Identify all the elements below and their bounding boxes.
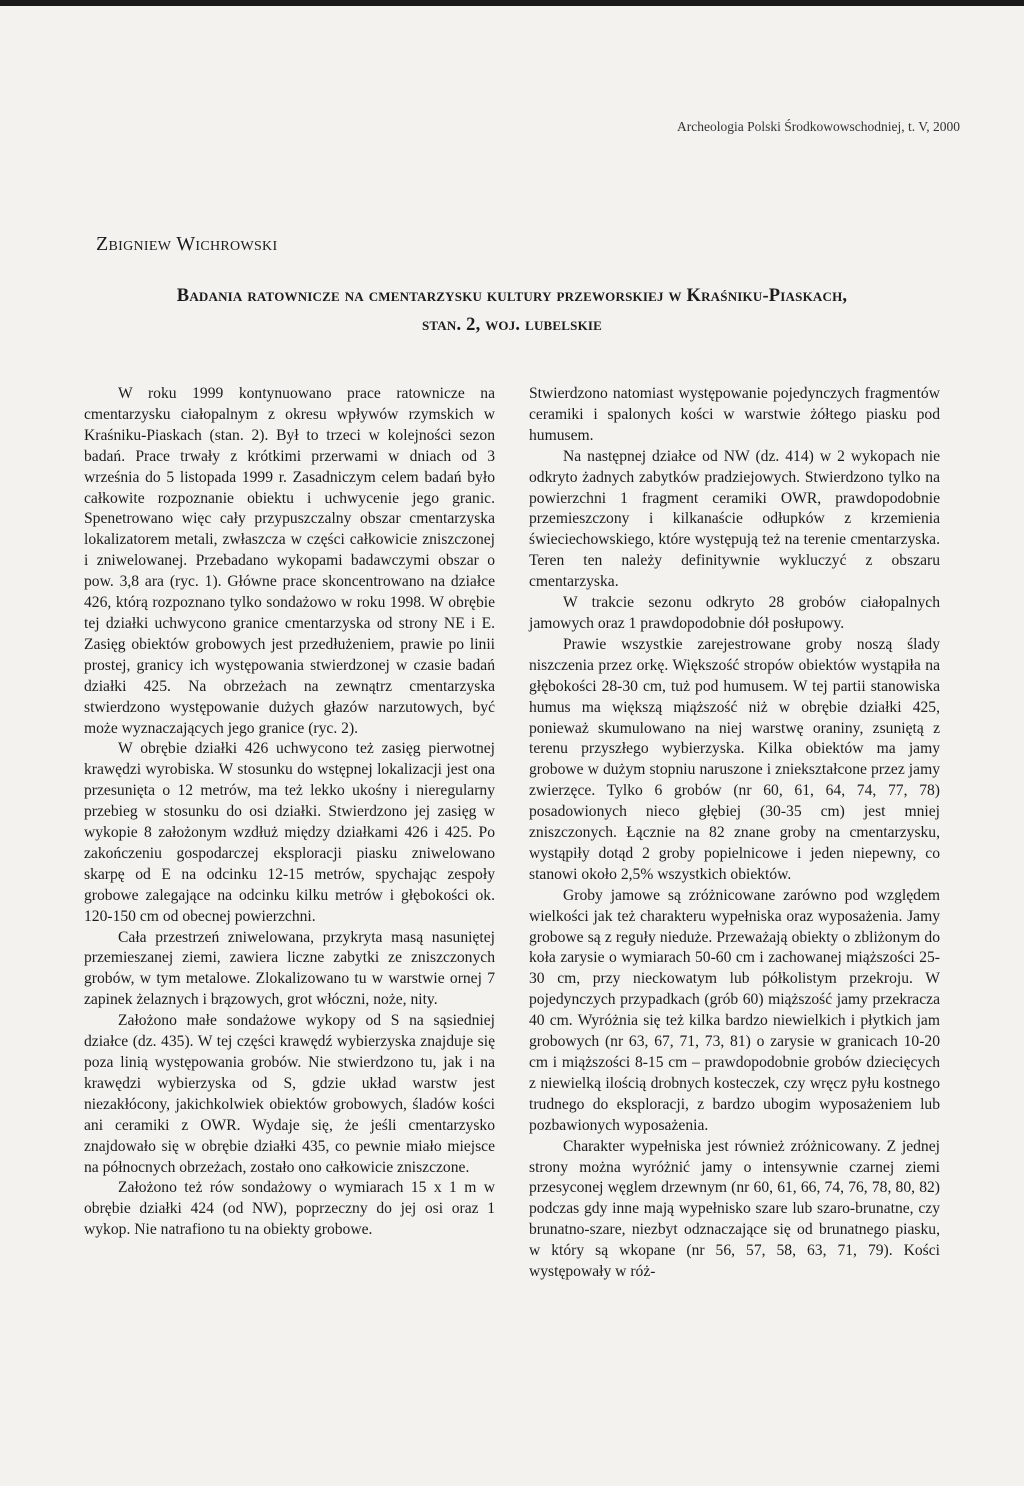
running-head: Archeologia Polski Środkowowschodniej, t. V, 2000 (677, 119, 960, 134)
paragraph: Założono małe sondażowe wykopy od S na sąsiedniej działce (dz. 435). W tej części krawędź wybierzyska znajduje się poza linią występowania grobów. Nie stwierdzono tu, jak i na krawędzi wybierzyska od S, gdzie układ warstw jest niezakłócony, jakichkolwiek obiektów grobowych, śladów kości ani ceramiki z OWR. Wydaje się, że jeśli cmentarzysko znajdowało się w obrębie działki 435, co pewnie miało miejsce na północnych obrzeżach, zostało ono całkowicie zniszczone. (84, 1012, 495, 1176)
paragraph: W trakcie sezonu odkryto 28 grobów ciałopalnych jamowych oraz 1 prawdopodobnie dół posłupowy. (529, 594, 940, 632)
paragraph: W obrębie działki 426 uchwycono też zasięg pierwotnej krawędzi wyrobiska. W stosunku do wstępnej lokalizacji jest ona przesunięta o 12 metrów, ma też lekko ukośny i nieregularny przebieg w stosunku do osi działki. Stwierdzono jej zasięg w wykopie 8 założonym wzdłuż międzу działkami 426 i 425. Po zakończeniu gospodarczej eksploracji piasku zniwelowano skarpę od E na odcinku 12-15 metrów, spychając zespoły grobowe zalegające na odcinku kilku metrów i głębokości ok. 120-150 cm od obecnej powierzchni. (84, 740, 495, 925)
paragraph: Prawie wszystkie zarejestrowane groby noszą ślady niszczenia przez orkę. Większość stropów obiektów wystąpiła na głębokości 28-30 cm, tuż pod humusem. W tej partii stanowiska humus ma większą miąższość niż w obrębie działki 425, ponieważ skumulowano na niej warstwę oraniny, zsuniętą z terenu przyszłego wybierzyska. Kilka obiektów ma jamy grobowe w dużym stopniu naruszone i zniekształcone przez jamy zwierzęce. Tylko 6 grobów (nr 60, 61, 64, 74, 77, 78) posadowionych nieco głębiej (30-35 cm) jest mniej zniszczonych. Łącznie na 82 znane groby na cmentarzysku, wystąpiły dotąd 2 groby popielnicowe i jeden niepewny, co stanowi około 2,5% wszystkich obiektów. (529, 635, 940, 883)
paragraph-continued: Stwierdzono natomiast występowanie pojedynczych fragmentów ceramiki i spalonych kości w warstwie żółtego piasku pod humusem. (529, 385, 940, 444)
paragraph: Cała przestrzeń zniwelowana, przykryta masą nasuniętej przemieszanej ziemi, zawiera liczne zabytki ze zniszczonych grobów, w tym metalowe. Zlokalizowano tu w warstwie ornej 7 zapinek żelaznych i brązowych, grot włóczni, noże, nity. (84, 928, 495, 1009)
author-name: Zbigniew Wichrowski (96, 233, 278, 255)
title-line-2: stan. 2, woj. lubelskie (421, 315, 603, 335)
article-title (96, 282, 928, 340)
paragraph: Na następnej działce od NW (dz. 414) w 2 wykopach nie odkryto żadnych zabytków pradziejowych. Stwierdzono tylko na powierzchni 1 fragment ceramiki OWR, prawdopodobnie przemieszczony i kilkanaście odłupków z krzemienia świeciechowskiego, które występują też na terenie cmentarzyska. Teren ten należy definitywnie wykluczyć z obszaru cmentarzyska. (529, 447, 940, 591)
right-column (529, 384, 940, 1283)
title-line-1: Badania ratownicze na cmentarzysku kultury przeworskiej w Kraśniku-Piaskach, (176, 286, 848, 306)
paragraph: W roku 1999 kontynuowano prace ratownicze na cmentarzysku ciałopalnym z okresu wpływów rzymskich w Kraśniku-Piaskach (stan. 2). Był to trzeci w kolejności sezon badań. Prace trwały z krótkimi przerwami w dniach od 3 września do 5 listopada 1999 r. Zasadniczym celem badań było całkowite rozpoznanie obiektu i uchwycenie jego granic. Spenetrowano więc cały przypuszczalny obszar cmentarzyska lokalizatorem metali, zwłaszcza w części całkowicie zniszczonej i zniwelowanej. Przebadano wykopami badawczymi obszar o pow. 3,8 ara (ryc. 1). Główne prace skoncentrowano na działce 426, którą rozpoznano tylko sondażowo w roku 1998. W obrębie tej działki uchwycono granice cmentarzyska od strony NE i E. Zasięg obiektów grobowych jest przedłużeniem, prawie po linii prostej, granicy ich występowania stwierdzonej w czasie badań działki 425. Na obrzeżach na zewnątrz cmentarzyska stwierdzono występowanie dużych głazów narzutowych, być może wyznaczających jego granice (ryc. 2). (84, 385, 495, 737)
left-column (84, 384, 495, 1241)
paragraph: Założono też rów sondażowy o wymiarach 15 x 1 m w obrębie działki 424 (od NW), poprzeczny do jej osi oraz 1 wykop. Nie natrafiono tu na obiekty grobowe. (84, 1179, 495, 1239)
paragraph: Groby jamowe są zróżnicowane zarówno pod względem wielkości jak też charakteru wypełniska oraz wyposażenia. Jamy grobowe są z reguły nieduże. Przeważają obiekty o zbliżonym do koła zarysie o wymiarach 50-60 cm i zachowanej miąższości 25-30 cm, przy nieckowatym lub półkolistym przekroju. W pojedynczych przypadkach (grób 60) miąższość jamy przekracza 40 cm. Wyróżnia się też kilka bardzo niewielkich i płytkich jam grobowych (nr 63, 67, 71, 73, 81) o zarysie w granicach 10-20 cm i miąższości 8-15 cm – prawdopodobnie grobów dziecięcych z niewielką ilością drobnych kosteczek, czy wręcz pyłu kostnego trudnego do eksploracji, z bardzo ubogim wyposażeniem lub pozbawionych wyposażenia. (529, 886, 940, 1134)
paragraph: Charakter wypełniska jest również zróżnicowany. Z jednej strony można wyróżnić jamy o intensywnie czarnej ziemi przesyconej węglem drzewnym (nr 60, 61, 66, 74, 76, 78, 80, 82) podczas gdy inne mają wypełnisko szare lub szaro-brunatne, czy brunatno-szare, niezbyt odznaczające się od brunatnego piasku, w który są wkopane (nr 56, 57, 58, 63, 71, 79). Kości występowały w róż- (529, 1137, 940, 1281)
